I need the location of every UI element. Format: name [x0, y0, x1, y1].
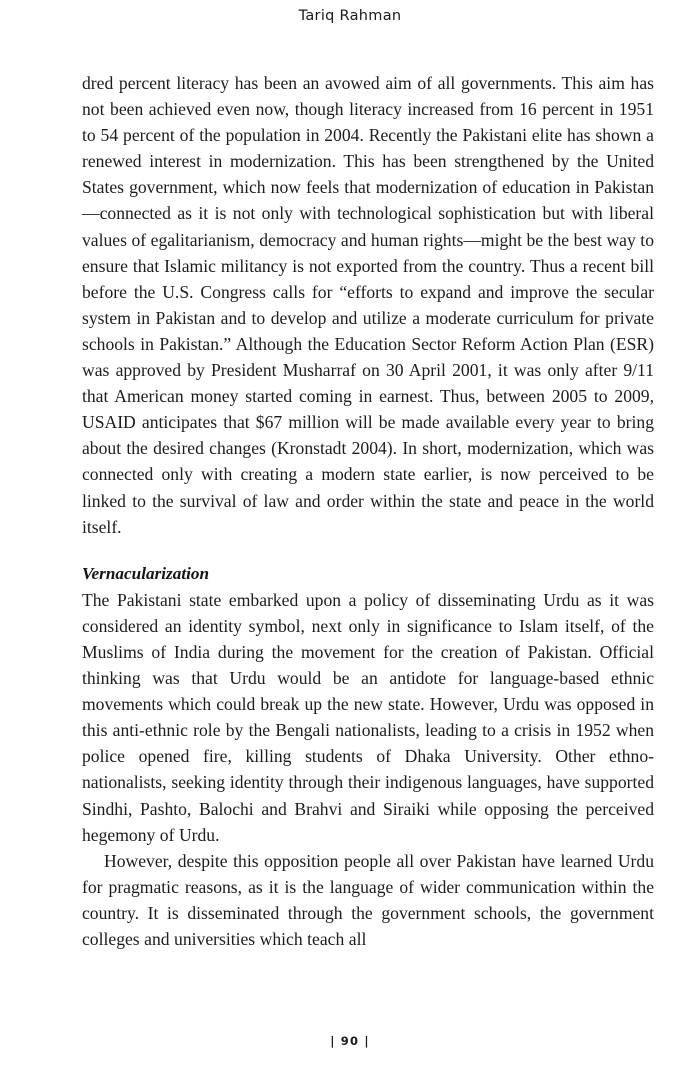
body-text-column — [82, 70, 654, 952]
paragraph-modernization: dred percent literacy has been an avowed aim of all governments. This aim has not been achieved even now, though literacy increased from 16 percent in 1951 to 54 percent of the population in 2004. Recently the Pakistani elite has shown a renewed interest in modernization. This has been strengthened by the United States government, which now feels that modernization of education in Pakistan—connected as it is not only with technological sophistication but with liberal values of egalitarianism, democracy and human rights—might be the best way to ensure that Islamic militancy is not exported from the country. Thus a recent bill before the U.S. Congress calls for “efforts to expand and improve the secular system in Pakistan and to develop and utilize a moderate curriculum for private schools in Pakistan.” Although the Education Sector Reform Action Plan (ESR) was approved by President Musharraf on 30 April 2001, it was only after 9/11 that American money started coming in earnest. Thus, between 2005 to 2009, USAID anticipates that $67 million will be made available every year to bring about the desired changes (Kronstadt 2004). In short, modernization, which was connected only with creating a modern state earlier, is now perceived to be linked to the survival of law and order within the state and peace in the world itself. — [82, 73, 654, 537]
paragraph-urdu-policy: The Pakistani state embarked upon a policy of disseminating Urdu as it was considered an identity symbol, next only in significance to Islam itself, of the Muslims of India during the movement for the creation of Pakistan. Official thinking was that Urdu would be an antidote for language-based ethnic movements which could break up the new state. However, Urdu was opposed in this anti-ethnic role by the Bengali nationalists, leading to a crisis in 1952 when police opened fire, killing students of Dhaka University. Other ethno-nationalists, seeking identity through their indigenous languages, have supported Sindhi, Pashto, Balochi and Brahvi and Siraiki while opposing the perceived hegemony of Urdu. — [82, 589, 654, 845]
running-head-author: Tariq Rahman — [298, 8, 402, 24]
paragraph-urdu-pragmatic: However, despite this opposition people all over Pakistan have learned Urdu for pragmatic reasons, as it is the language of wider communication within the country. It is disseminated through the government schools, the government colleges and universities which teach all — [82, 850, 654, 949]
heading-spacer — [82, 540, 654, 561]
section-heading-vernacularization: Vernacularization — [82, 563, 210, 583]
page-number: | 90 | — [330, 1034, 370, 1048]
